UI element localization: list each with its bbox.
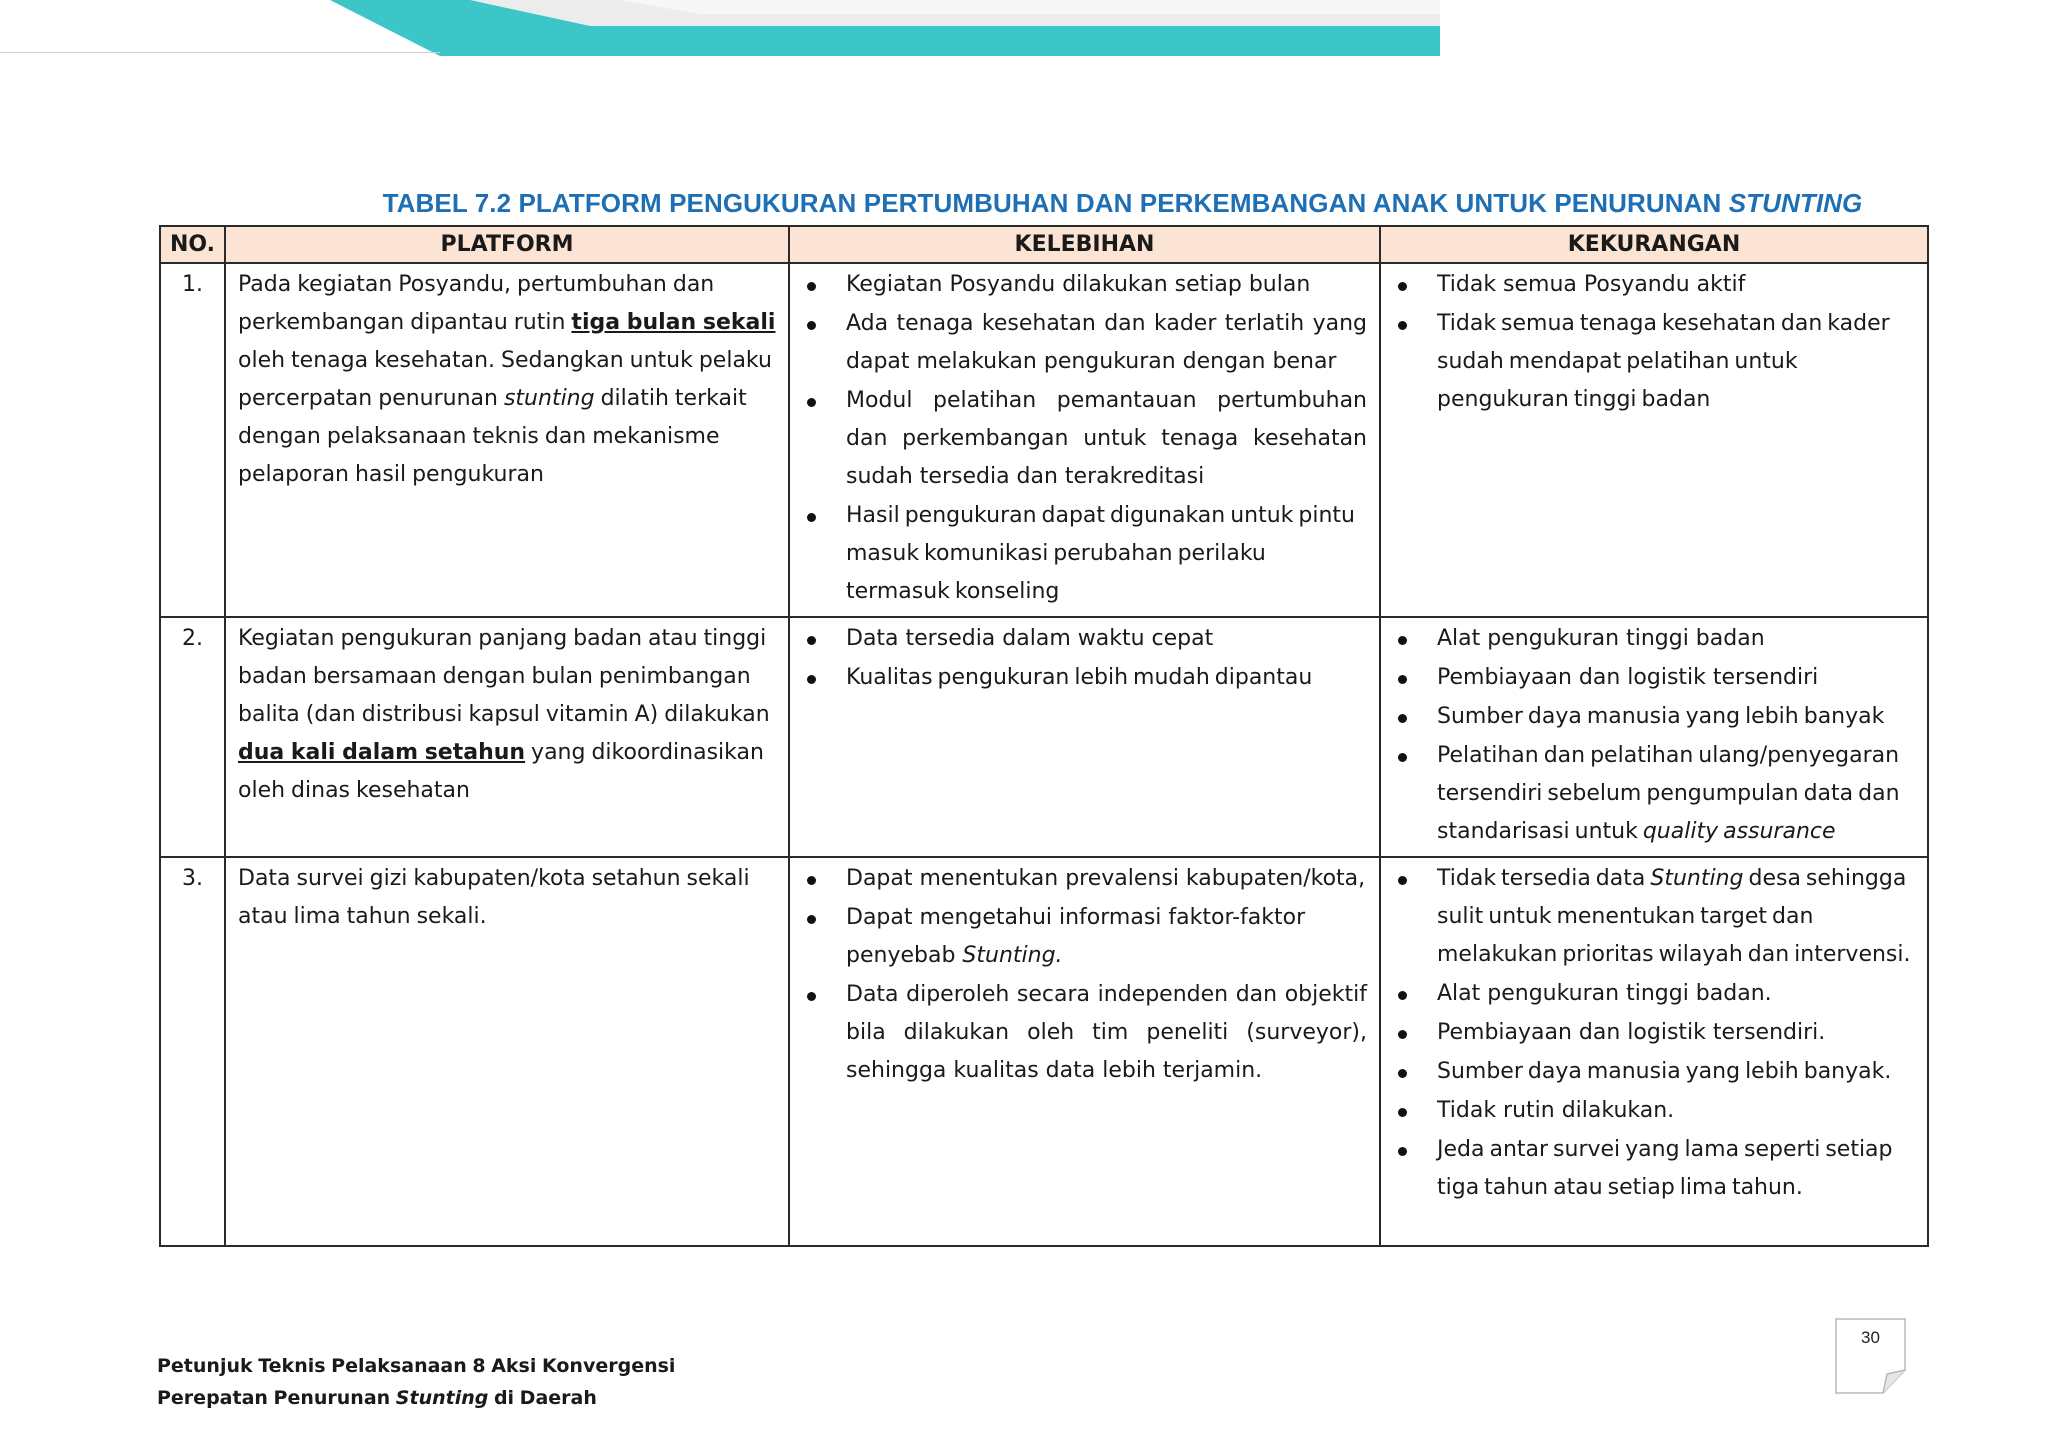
kekurangan-cell: [1380, 617, 1928, 857]
footer-text: [157, 1350, 675, 1414]
kelebihan-cell: [789, 617, 1380, 857]
list-item: Tidak tersedia data Stunting desa sehingga sulit untuk menentukan target dan melakukan prioritas wilayah dan intervensi.: [1393, 860, 1915, 974]
platform-cell: Data survei gizi kabupaten/kota setahun sekali atau lima tahun sekali.: [225, 857, 789, 1246]
emphasis-text: dua kali dalam setahun: [238, 740, 526, 765]
table-row: [160, 857, 1928, 1246]
row-number: 3.: [160, 857, 225, 1246]
list-item: Tidak semua Posyandu aktif: [1393, 266, 1915, 304]
list-item: Sumber daya manusia yang lebih banyak.: [1393, 1053, 1915, 1091]
list-item: Data diperoleh secara independen dan objektif bila dilakukan oleh tim peneliti (surveyor), sehingga kualitas data lebih terjamin.: [802, 976, 1367, 1090]
list-item: Sumber daya manusia yang lebih banyak: [1393, 698, 1915, 736]
header-rule: [0, 52, 440, 53]
table-title: TABEL 7.2 PLATFORM PENGUKURAN PERTUMBUHAN DAN PERKEMBANGAN ANAK UNTUK PENURUNAN STUNTING: [382, 188, 1863, 218]
list-item: Pembiayaan dan logistik tersendiri.: [1393, 1014, 1915, 1052]
platform-cell: Pada kegiatan Posyandu, pertumbuhan dan perkembangan dipantau rutin tiga bulan sekali oleh tenaga kesehatan. Sedangkan untuk pelaku percerpatan penurunan stunting dilatih terkait dengan pelaksanaan teknis dan mekanisme pelaporan hasil pengukuran: [225, 263, 789, 617]
list-item: Alat pengukuran tinggi badan: [1393, 620, 1915, 658]
header-no: NO.: [160, 226, 225, 263]
footer-line-2: Perepatan Penurunan Stunting di Daerah: [157, 1387, 597, 1409]
page-number: 30: [1861, 1328, 1880, 1347]
row-number: 2.: [160, 617, 225, 857]
list-item: Ada tenaga kesehatan dan kader terlatih yang dapat melakukan pengukuran dengan benar: [802, 305, 1367, 381]
list-item: Jeda antar survei yang lama seperti setiap tiga tahun atau setiap lima tahun.: [1393, 1131, 1915, 1207]
list-item: Pembiayaan dan logistik tersendiri: [1393, 659, 1915, 697]
list-item: Alat pengukuran tinggi badan.: [1393, 975, 1915, 1013]
platform-table: [159, 225, 1929, 1247]
header-decoration: [0, 0, 1440, 56]
kekurangan-cell: [1380, 857, 1928, 1246]
emphasis-text: tiga bulan sekali: [571, 310, 776, 335]
table-header-row: [160, 226, 1928, 263]
row-number: 1.: [160, 263, 225, 617]
list-item: Dapat mengetahui informasi faktor-faktor penyebab Stunting.: [802, 899, 1367, 975]
header-platform: PLATFORM: [225, 226, 789, 263]
table-row: [160, 263, 1928, 617]
header-kelebihan: KELEBIHAN: [789, 226, 1380, 263]
kelebihan-cell: [789, 857, 1380, 1246]
list-item: Kegiatan Posyandu dilakukan setiap bulan: [802, 266, 1367, 304]
list-item: Kualitas pengukuran lebih mudah dipantau: [802, 659, 1367, 697]
platform-cell: Kegiatan pengukuran panjang badan atau tinggi badan bersamaan dengan bulan penimbangan balita (dan distribusi kapsul vitamin A) dilakukan dua kali dalam setahun yang dikoordinasikan oleh dinas kesehatan: [225, 617, 789, 857]
list-item: Tidak rutin dilakukan.: [1393, 1092, 1915, 1130]
header-kekurangan: KEKURANGAN: [1380, 226, 1928, 263]
kekurangan-cell: [1380, 263, 1928, 617]
kelebihan-cell: [789, 263, 1380, 617]
list-item: Data tersedia dalam waktu cepat: [802, 620, 1367, 658]
list-item: Hasil pengukuran dapat digunakan untuk pintu masuk komunikasi perubahan perilaku termasuk konseling: [802, 497, 1367, 611]
list-item: Tidak semua tenaga kesehatan dan kader sudah mendapat pelatihan untuk pengukuran tinggi badan: [1393, 305, 1915, 419]
title-italic: STUNTING: [1728, 188, 1863, 218]
list-item: Pelatihan dan pelatihan ulang/penyegaran tersendiri sebelum pengumpulan data dan standarisasi untuk quality assurance: [1393, 737, 1915, 851]
list-item: Modul pelatihan pemantauan pertumbuhan dan perkembangan untuk tenaga kesehatan sudah tersedia dan terakreditasi: [802, 382, 1367, 496]
footer-line-1: Petunjuk Teknis Pelaksanaan 8 Aksi Konvergensi: [157, 1355, 676, 1377]
list-item: Dapat menentukan prevalensi kabupaten/kota,: [802, 860, 1367, 898]
table-row: [160, 617, 1928, 857]
